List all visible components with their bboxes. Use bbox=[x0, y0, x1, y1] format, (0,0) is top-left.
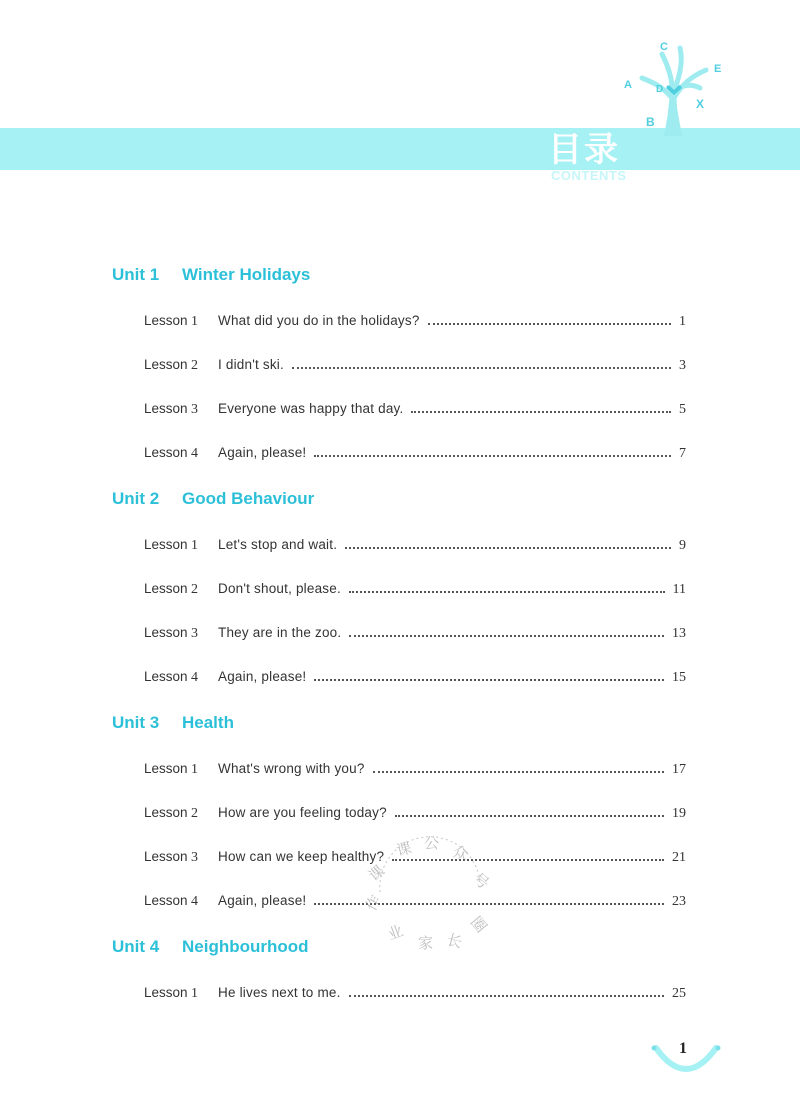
lesson-entry bbox=[144, 313, 686, 330]
unit-heading bbox=[112, 937, 309, 957]
lesson-number: 2 bbox=[191, 806, 199, 821]
leader-dots bbox=[292, 367, 671, 369]
lesson-entry bbox=[144, 401, 686, 418]
lesson-number: 1 bbox=[191, 538, 199, 553]
svg-text:作: 作 bbox=[361, 891, 385, 914]
lesson-entry bbox=[144, 985, 686, 1002]
lesson-label: Lesson bbox=[144, 537, 188, 552]
svg-text:业: 业 bbox=[385, 921, 406, 944]
lesson-title: I didn't ski. bbox=[218, 357, 284, 372]
unit-title: Good Behaviour bbox=[182, 489, 315, 508]
lesson-title: How are you feeling today? bbox=[218, 805, 387, 820]
page-ref: 7 bbox=[679, 446, 686, 461]
svg-text:公: 公 bbox=[424, 834, 440, 852]
lesson-title: They are in the zoo. bbox=[218, 625, 342, 640]
lesson-label: Lesson bbox=[144, 625, 188, 640]
lesson-title: What did you do in the holidays? bbox=[218, 313, 420, 328]
lesson-label: Lesson bbox=[144, 849, 188, 864]
leader-dots bbox=[345, 547, 671, 549]
lesson-number: 1 bbox=[191, 762, 199, 777]
page-title-chinese: 目录 bbox=[548, 130, 620, 170]
page-ref: 23 bbox=[672, 894, 686, 909]
lesson-entry bbox=[144, 669, 686, 686]
unit-number: Unit 3 bbox=[112, 713, 160, 732]
svg-text:号: 号 bbox=[469, 869, 493, 893]
lesson-entry bbox=[144, 761, 686, 778]
unit-heading bbox=[112, 489, 314, 509]
svg-text:E: E bbox=[714, 63, 722, 75]
svg-text:课: 课 bbox=[394, 838, 414, 860]
lesson-label: Lesson bbox=[144, 761, 188, 776]
lesson-number: 3 bbox=[191, 402, 199, 417]
lesson-label: Lesson bbox=[144, 401, 188, 416]
lesson-number: 1 bbox=[191, 314, 199, 329]
lesson-title: Again, please! bbox=[218, 669, 307, 684]
svg-text:课: 课 bbox=[365, 861, 389, 886]
lesson-entry bbox=[144, 445, 686, 462]
unit-number: Unit 4 bbox=[112, 937, 160, 956]
page-ref: 21 bbox=[672, 850, 686, 865]
lesson-title: How can we keep healthy? bbox=[218, 849, 385, 864]
leader-dots bbox=[349, 635, 664, 637]
lesson-number: 4 bbox=[191, 894, 199, 909]
lesson-entry bbox=[144, 625, 686, 642]
svg-text:圈: 圈 bbox=[466, 913, 491, 937]
leader-dots bbox=[314, 679, 664, 681]
lesson-number: 2 bbox=[191, 582, 199, 597]
unit-heading bbox=[112, 713, 234, 733]
page-ref: 1 bbox=[679, 314, 686, 329]
lesson-number: 3 bbox=[191, 850, 199, 865]
lesson-entry bbox=[144, 357, 686, 374]
lesson-number: 2 bbox=[191, 358, 199, 373]
svg-text:B: B bbox=[646, 115, 655, 129]
svg-text:D: D bbox=[656, 84, 664, 95]
unit-title: Neighbourhood bbox=[182, 937, 309, 956]
page-ref: 9 bbox=[679, 538, 686, 553]
leader-dots bbox=[349, 591, 665, 593]
leader-dots bbox=[428, 323, 671, 325]
lesson-label: Lesson bbox=[144, 669, 188, 684]
svg-text:众: 众 bbox=[450, 842, 471, 864]
lesson-number: 3 bbox=[191, 626, 199, 641]
page-ref: 17 bbox=[672, 762, 686, 777]
lesson-number: 4 bbox=[191, 446, 199, 461]
lesson-label: Lesson bbox=[144, 985, 188, 1000]
page-ref: 11 bbox=[672, 582, 686, 597]
lesson-title: What's wrong with you? bbox=[218, 761, 365, 776]
tree-illustration bbox=[618, 36, 728, 136]
unit-number: Unit 2 bbox=[112, 489, 160, 508]
page-ref: 19 bbox=[672, 806, 686, 821]
page-ref: 13 bbox=[672, 626, 686, 641]
page-ref: 25 bbox=[672, 986, 686, 1001]
watermark-stamp bbox=[360, 822, 500, 952]
svg-text:X: X bbox=[696, 97, 705, 111]
page-title-english: CONTENTS bbox=[551, 168, 627, 183]
lesson-entry bbox=[144, 537, 686, 554]
svg-text:A: A bbox=[624, 79, 632, 91]
lesson-title: Everyone was happy that day. bbox=[218, 401, 404, 416]
lesson-label: Lesson bbox=[144, 445, 188, 460]
leader-dots bbox=[349, 995, 664, 997]
lesson-title: Don't shout, please. bbox=[218, 581, 341, 596]
unit-heading bbox=[112, 265, 310, 285]
page-ref: 15 bbox=[672, 670, 686, 685]
lesson-label: Lesson bbox=[144, 581, 188, 596]
lesson-title: Again, please! bbox=[218, 893, 307, 908]
lesson-entry bbox=[144, 581, 686, 598]
unit-number: Unit 1 bbox=[112, 265, 160, 284]
lesson-label: Lesson bbox=[144, 805, 188, 820]
leader-dots bbox=[373, 771, 664, 773]
lesson-title: Let's stop and wait. bbox=[218, 537, 338, 552]
page-ref: 5 bbox=[679, 402, 686, 417]
unit-title: Winter Holidays bbox=[182, 265, 311, 284]
unit-title: Health bbox=[182, 713, 234, 732]
lesson-number: 4 bbox=[191, 670, 199, 685]
lesson-title: He lives next to me. bbox=[218, 985, 341, 1000]
lesson-entry bbox=[144, 805, 686, 822]
leader-dots bbox=[411, 411, 671, 413]
lesson-label: Lesson bbox=[144, 357, 188, 372]
page-ref: 3 bbox=[679, 358, 686, 373]
svg-text:长: 长 bbox=[444, 930, 465, 952]
lesson-label: Lesson bbox=[144, 893, 188, 908]
leader-dots bbox=[314, 455, 671, 457]
lesson-label: Lesson bbox=[144, 313, 188, 328]
page-number: 1 bbox=[679, 1040, 687, 1057]
leader-dots bbox=[395, 815, 664, 817]
svg-text:C: C bbox=[660, 41, 668, 53]
lesson-title: Again, please! bbox=[218, 445, 307, 460]
lesson-number: 1 bbox=[191, 986, 199, 1001]
svg-text:家: 家 bbox=[418, 934, 434, 952]
